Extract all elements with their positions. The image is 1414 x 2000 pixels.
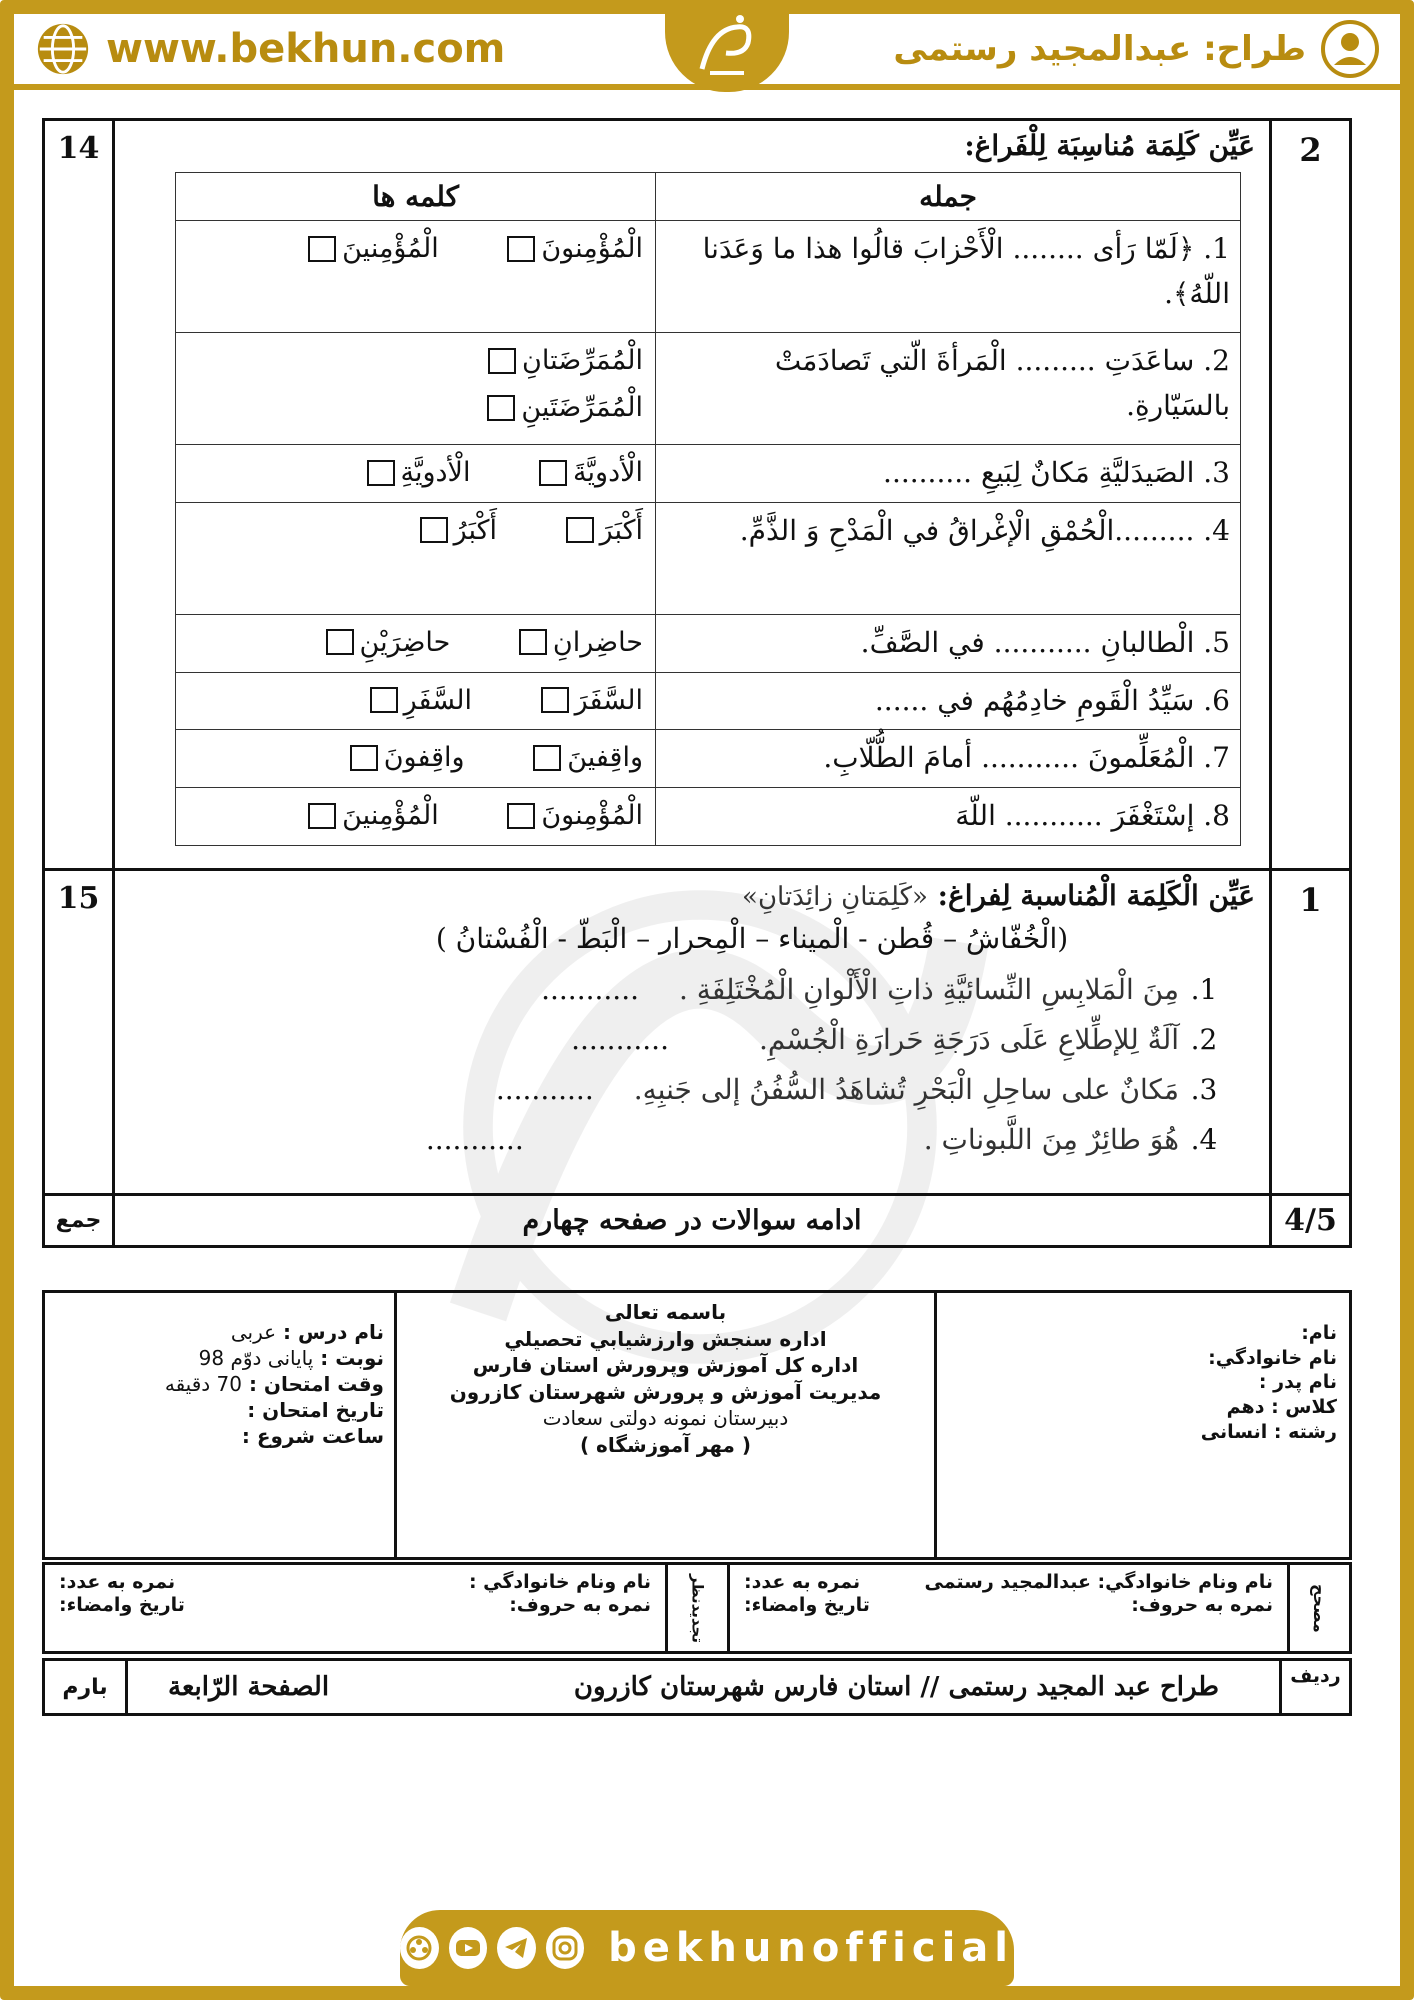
school-stamp-label: ( مهر آموزشگاه ): [579, 1432, 752, 1457]
table-row: [176, 788, 1241, 846]
choice-text: الْأدويَّةِ: [400, 457, 471, 488]
choice-text: الْمُؤْمِنينَ: [342, 233, 439, 264]
checkbox[interactable]: [350, 745, 378, 771]
checkbox[interactable]: [326, 629, 354, 655]
course-value: عربی: [230, 1320, 277, 1344]
course-label: نام درس :: [283, 1320, 384, 1344]
words-7: [176, 730, 656, 788]
checkbox[interactable]: [308, 803, 336, 829]
basmala: باسمه تعالی: [604, 1300, 727, 1324]
answer-blank[interactable]: ...........: [495, 1073, 594, 1106]
list-item: [155, 1073, 1229, 1115]
words-4: [176, 502, 656, 614]
checkbox[interactable]: [308, 236, 336, 262]
choice-5a[interactable]: [519, 621, 643, 664]
page-label: الصفحة الرّابعة: [168, 1672, 330, 1702]
review-label-text: تجدیدنظر: [688, 1573, 707, 1643]
instagram-icon[interactable]: [546, 1927, 585, 1969]
question-14-table: [42, 118, 1352, 871]
barem-label: بارم: [62, 1674, 108, 1700]
words-2: [176, 333, 656, 445]
item-number: 3.: [1190, 1073, 1218, 1106]
field-label: رشته : انسانی: [1200, 1420, 1337, 1443]
grader-block-2: [45, 1565, 665, 1651]
class-label: كلاس : دهم: [1226, 1396, 1337, 1419]
table-row: [176, 672, 1241, 730]
choice-text: الْأدويَّةَ: [573, 457, 643, 488]
choice-text: الْمُمَرِّضَتانِ: [522, 345, 643, 376]
sentence-4: 4. .........الْحُمْقِ الْإغْراقُ في الْمَدْحِ وَ الذَّمِّ.: [656, 502, 1241, 614]
sentence-2: 2. ساعَدَتِ ......... الْمَرأةَ الّتي تَصادَمَتْ بالسَيّارةِ.: [656, 333, 1241, 445]
list-item: [155, 973, 1229, 1015]
reviewer-date-sign: تاريخ وامضاء:: [59, 1593, 185, 1616]
radif-label: رديف: [1279, 1661, 1349, 1713]
continue-note: ادامه سوالات در صفحه چهارم: [114, 1195, 1271, 1247]
checkbox[interactable]: [370, 687, 398, 713]
pill-shadow: [430, 1986, 990, 1996]
q15-subtitle: «كَلِمَتانِ زائِدَتانِ»: [742, 882, 928, 912]
grader-name: نام ونام خانوادگي: عبدالمجيد رستمی: [924, 1571, 1273, 1593]
col-words-header: کلمه ها: [176, 173, 656, 221]
list-item: [155, 1123, 1229, 1165]
choice-text: أَكْبَرُ: [453, 514, 497, 546]
sentence-8: 8. إسْتَغْفَرَ ........... اللّهَ: [656, 788, 1241, 846]
sentence-6: 6. سَيِّدُ الْقَومِ خادِمُهُم في ......: [656, 672, 1241, 730]
choice-3b[interactable]: [367, 451, 471, 494]
grader-score-number: نمره به عدد:: [744, 1571, 861, 1593]
checkbox[interactable]: [566, 517, 594, 543]
checkbox[interactable]: [488, 348, 516, 374]
choice-1b[interactable]: [308, 227, 439, 270]
designer-credit: [893, 19, 1380, 79]
bekhun-logo-icon: [682, 9, 772, 83]
office-line-1: اداره سنجش وارزشيابي تحصيلي: [504, 1326, 827, 1351]
choice-8a[interactable]: [507, 794, 643, 837]
sentence-7: 7. الْمُعَلِّمونَ ........... أمامَ الطُّلّابِ.: [656, 730, 1241, 788]
grader-block-1: [727, 1565, 1287, 1651]
item-number: 1.: [1190, 973, 1218, 1006]
checkbox[interactable]: [519, 629, 547, 655]
choice-text: السَّفَرِ: [403, 684, 473, 716]
duration-value: 70 دقیقه: [164, 1372, 242, 1396]
grader-label-text: مصحح: [1310, 1583, 1329, 1633]
term-value: پایانی دوّم 98: [198, 1346, 314, 1370]
social-handle[interactable]: bekhunofficial: [608, 1925, 1014, 1971]
q15-word-bank: (الْخُفّاشُ – قُطن - الْميناء – الْمِحرار – الْبَطّ - الْفُسْتانُ ): [435, 922, 1069, 955]
checkbox[interactable]: [420, 517, 448, 543]
q15-title: [115, 871, 1269, 918]
term-label: نوبت :: [320, 1346, 384, 1370]
item-text: آلَةٌ لِلإطِّلاعِ عَلَى دَرَجَةِ حَرارَةِ الْجُسْمِ.: [758, 1023, 1179, 1056]
words-5: [176, 614, 656, 672]
answer-blank[interactable]: ...........: [571, 1023, 669, 1056]
list-item: [155, 1023, 1229, 1065]
words-8: [176, 788, 656, 846]
father-name-label: نام پدر :: [1258, 1371, 1337, 1394]
school-name: دبيرستان نمونه دولتی سعادت: [542, 1406, 789, 1431]
office-line-3: مديريت آموزش و پرورش شهرستان كازرون: [449, 1379, 882, 1404]
item-number: 2.: [1190, 1023, 1218, 1056]
review-side-label: [665, 1565, 727, 1651]
duration-label: وقت امتحان :: [248, 1372, 384, 1396]
table-row: [176, 502, 1241, 614]
checkbox[interactable]: [487, 395, 515, 421]
choice-3a[interactable]: [539, 451, 643, 494]
reviewer-score-words: نمره به حروف:: [509, 1593, 651, 1616]
reviewer-name: نام ونام خانوادگي :: [468, 1571, 651, 1593]
words-1: [176, 221, 656, 333]
table-row: [176, 221, 1241, 333]
choice-text: الْمُؤْمِنينَ: [342, 800, 439, 832]
item-text: مِنَ الْمَلابِسِ النِّسائيَّةِ ذاتِ الْأَلْوانِ الْمُخْتَلِفَةِ .: [679, 973, 1179, 1006]
social-bar: [400, 1910, 1014, 1986]
choice-text: واقِفينَ: [567, 742, 643, 774]
camera-icon[interactable]: [400, 1927, 439, 1969]
sentence-3: 3. الصَيدَليَّةِ مَكانٌ لِبَيعِ ..........: [656, 445, 1241, 503]
item-text: هُوَ طائِرٌ مِنَ اللَّبوناتِ .: [923, 1123, 1179, 1156]
choice-1a[interactable]: [507, 227, 643, 270]
q14-number: 14: [44, 120, 114, 870]
grader-side-label: [1287, 1565, 1349, 1651]
answer-blank[interactable]: ...........: [541, 973, 639, 1006]
date-label: تاريخ امتحان :: [247, 1398, 384, 1422]
q15-title-text: عَيِّن الْكَلِمَة الْمُناسبة لِفراغ:: [937, 879, 1255, 912]
footer-center: [125, 1661, 1279, 1713]
choice-5b[interactable]: [326, 621, 451, 664]
words-6: [176, 672, 656, 730]
student-name-label: نام:: [1301, 1322, 1337, 1344]
choice-text: واقِفونَ: [383, 742, 465, 774]
choice-text: الْمُؤْمِنونَ: [541, 233, 643, 264]
choice-text: السَّفَرَ: [574, 684, 643, 716]
choice-7a[interactable]: [533, 736, 643, 779]
family-name-label: نام خانوادگي:: [1208, 1346, 1337, 1369]
checkbox[interactable]: [533, 745, 561, 771]
designer-text: طراح: عبدالمجید رستمی: [893, 29, 1306, 69]
choice-7b[interactable]: [350, 736, 465, 779]
checkbox[interactable]: [541, 687, 569, 713]
answer-blank[interactable]: ...........: [425, 1123, 524, 1156]
office-line-2: اداره كل آموزش وپرورش استان فارس: [472, 1353, 859, 1378]
grader-date-sign: تاريخ وامضاء:: [744, 1593, 870, 1616]
item-number: 4.: [1190, 1123, 1218, 1156]
checkbox[interactable]: [367, 460, 395, 486]
total-score: 4/5: [1271, 1195, 1351, 1247]
q14-body: [114, 120, 1271, 870]
checkbox[interactable]: [539, 460, 567, 486]
choice-6b[interactable]: [370, 679, 472, 722]
q14-score: 2: [1271, 120, 1351, 870]
globe-icon: [34, 20, 92, 78]
sentence-5: 5. الْطالبانِ ........... في الصَّفِّ.: [656, 614, 1241, 672]
table-row: [176, 333, 1241, 445]
words-3: [176, 445, 656, 503]
table-row: [176, 445, 1241, 503]
table-row: [176, 614, 1241, 672]
choice-4a[interactable]: [566, 509, 643, 552]
telegram-icon[interactable]: [497, 1927, 536, 1969]
website-link[interactable]: [34, 20, 505, 78]
q14-inner-table: [175, 172, 1241, 846]
grader-row: [42, 1562, 1352, 1654]
brand-logo: [665, 0, 789, 92]
choice-text: الْمُمَرِّضَتَينِ: [521, 392, 643, 424]
exam-info-block: [42, 1290, 1352, 1560]
sum-row: [44, 1195, 1351, 1247]
sentence-1: 1. ﴿لَمّا رَأى ........ الْأَحْزابَ قالُوا هذا ما وَعَدَنا اللّهُ﴾.: [656, 221, 1241, 333]
choice-text: الْمُؤْمِنونَ: [541, 800, 643, 832]
website-text: www.bekhun.com: [106, 26, 506, 72]
choice-2a[interactable]: [188, 339, 643, 382]
choice-text: أَكْبَرَ: [599, 514, 643, 546]
q14-title: عَيِّن كَلِمَة مُناسِبَة لِلْفَراغ:: [964, 129, 1255, 162]
footer-row: [42, 1658, 1352, 1716]
checkbox[interactable]: [507, 236, 535, 262]
table-row: [176, 730, 1241, 788]
q15-body: [114, 870, 1271, 1195]
youtube-icon[interactable]: [449, 1927, 488, 1969]
q15-score: 1: [1271, 870, 1351, 1195]
student-info: [934, 1293, 1349, 1557]
reviewer-score-number: نمره به عدد:: [59, 1571, 176, 1593]
col-sentence-header: جمله: [656, 173, 1241, 221]
checkbox[interactable]: [507, 803, 535, 829]
choice-text: حاضِرانِ: [552, 626, 643, 658]
grader-score-words: نمره به حروف:: [1131, 1593, 1273, 1616]
choice-8b[interactable]: [308, 794, 439, 837]
choice-6a[interactable]: [541, 679, 643, 722]
choice-2b[interactable]: [188, 386, 643, 429]
q15-number: 15: [44, 870, 114, 1195]
start-time-label: ساعت شروع :: [241, 1424, 384, 1448]
exam-details: [45, 1293, 394, 1557]
user-icon: [1320, 19, 1380, 79]
choice-4b[interactable]: [420, 509, 497, 552]
footer-designer-text: طراح عبد المجيد رستمی // استان فارس شهرستان كازرون: [573, 1672, 1219, 1702]
question-15-table: [42, 868, 1352, 1248]
choice-text: حاضِرَيْنِ: [359, 626, 451, 658]
sum-label: جمع: [44, 1195, 114, 1247]
school-info: [394, 1293, 934, 1557]
item-text: مَكانٌ على ساحِلِ الْبَحْرِ تُشاهَدُ السُّفُنُ إلى جَنبِهِ.: [633, 1073, 1179, 1106]
